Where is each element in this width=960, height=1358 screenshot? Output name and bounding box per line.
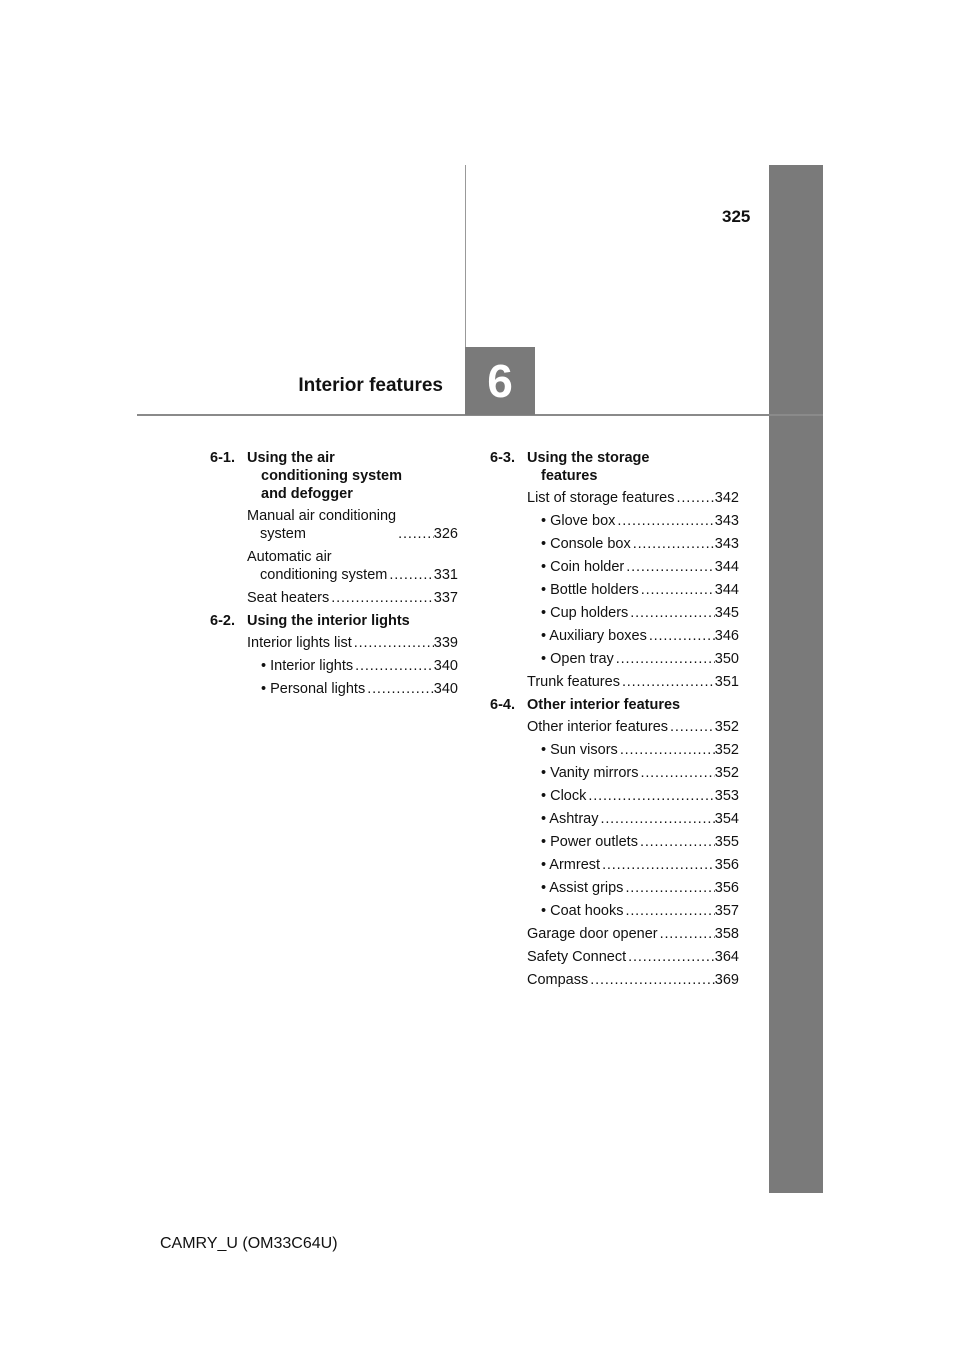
toc-dot-leader xyxy=(639,581,715,599)
toc-dot-leader xyxy=(353,657,434,675)
toc-section-title-line: conditioning system xyxy=(261,468,402,484)
toc-dot-leader xyxy=(620,673,715,691)
toc-dot-leader xyxy=(638,833,715,851)
toc-entry[interactable] xyxy=(490,856,739,874)
chapter-number: 6 xyxy=(487,355,513,407)
toc-page-number: 337 xyxy=(433,590,458,606)
toc-entry-label-line: • Sun visors xyxy=(541,742,618,758)
toc-entry[interactable] xyxy=(490,627,739,645)
toc-dot-leader xyxy=(623,902,714,920)
toc-entry-label xyxy=(247,634,352,652)
toc-entry-label-line: • Armrest xyxy=(541,857,601,873)
toc-section-heading xyxy=(210,449,458,503)
toc-entry-label-line: • Personal lights xyxy=(261,681,366,697)
toc-page-number: 342 xyxy=(714,490,739,506)
toc-entry-label xyxy=(527,718,668,736)
toc-page-number: 356 xyxy=(714,857,739,873)
toc-dot-leader xyxy=(623,879,714,897)
toc-entry-label xyxy=(541,764,638,782)
toc-entry[interactable] xyxy=(210,548,458,584)
toc-entry-label xyxy=(261,657,353,675)
toc-entry[interactable] xyxy=(490,535,739,553)
toc-entry[interactable] xyxy=(490,948,739,966)
toc-dot-leader xyxy=(624,558,715,576)
toc-entry[interactable] xyxy=(490,512,739,530)
toc-dot-leader xyxy=(647,627,715,645)
toc-page-number: 340 xyxy=(433,681,458,697)
toc-entry-label xyxy=(261,680,365,698)
chapter-title: Interior features xyxy=(298,375,443,396)
toc-dot-leader xyxy=(598,810,714,828)
toc-entry[interactable] xyxy=(490,925,739,943)
toc-section-title-line: Other interior features xyxy=(527,697,681,713)
toc-section-number: 6-1. xyxy=(210,450,235,466)
toc-page-number: 350 xyxy=(714,651,739,667)
toc-entry[interactable] xyxy=(490,879,739,897)
toc-column-left xyxy=(210,449,458,703)
toc-entry-label-line: Manual air conditioning xyxy=(247,508,397,524)
toc-section-heading xyxy=(490,449,739,485)
toc-dot-leader xyxy=(658,925,715,943)
header-vertical-rule xyxy=(465,165,466,347)
toc-entry-label-line: • Coin holder xyxy=(541,559,625,575)
toc-section-number: 6-4. xyxy=(490,697,515,713)
toc-page-number: 331 xyxy=(433,567,458,583)
toc-entry-label-line: Interior lights list xyxy=(247,635,352,651)
toc-page-number: 344 xyxy=(714,559,739,575)
toc-page-number: 358 xyxy=(714,926,739,942)
toc-page-number: 352 xyxy=(714,765,739,781)
toc-entry-label xyxy=(541,810,598,828)
toc-entry-label xyxy=(541,856,600,874)
toc-entry-label-line: Safety Connect xyxy=(527,949,627,965)
toc-entry-label-line: • Console box xyxy=(541,536,631,552)
toc-dot-leader xyxy=(600,856,715,874)
page-number: 325 xyxy=(722,207,751,226)
toc-section-heading xyxy=(490,696,739,714)
toc-section-title-line: Using the interior lights xyxy=(247,613,410,629)
toc-entry[interactable] xyxy=(490,489,739,507)
toc-entry-label-line: • Vanity mirrors xyxy=(541,765,639,781)
toc-entry-label-line: • Clock xyxy=(541,788,587,804)
footer-document-code: CAMRY_U (OM33C64U) xyxy=(160,1235,338,1252)
toc-entry-label-line: Trunk features xyxy=(527,674,620,690)
toc-entry-label xyxy=(527,489,675,507)
toc-page-number: 339 xyxy=(433,635,458,651)
chapter-number-box xyxy=(465,347,535,415)
toc-entry[interactable] xyxy=(490,741,739,759)
toc-entry-label-line: system xyxy=(260,526,306,542)
toc-section-title xyxy=(527,696,739,714)
toc-section-title-line: Using the air xyxy=(247,450,335,466)
toc-dot-leader xyxy=(668,718,715,736)
toc-page-number: 353 xyxy=(714,788,739,804)
toc-entry-label-line: Compass xyxy=(527,972,589,988)
toc-page-number: 343 xyxy=(714,536,739,552)
toc-section-title-line: Using the storage xyxy=(527,450,650,466)
toc-page-number: 356 xyxy=(714,880,739,896)
toc-entry[interactable] xyxy=(210,634,458,652)
toc-section-title xyxy=(247,449,458,503)
toc-entry-label-line: conditioning system xyxy=(260,567,388,583)
toc-dot-leader xyxy=(631,535,715,553)
toc-entry[interactable] xyxy=(490,787,739,805)
toc-section-title-line: features xyxy=(541,468,598,484)
toc-page-number: 340 xyxy=(433,658,458,674)
toc-dot-leader xyxy=(365,680,434,698)
toc-entry-label-line: • Glove box xyxy=(541,513,616,529)
toc-entry-label xyxy=(541,879,623,897)
toc-section-title xyxy=(527,449,739,485)
toc-entry[interactable] xyxy=(490,604,739,622)
toc-page-number: 351 xyxy=(714,674,739,690)
toc-dot-leader xyxy=(588,971,715,989)
toc-section-title xyxy=(247,612,458,630)
toc-entry-label xyxy=(527,971,588,989)
toc-entry-label-line: • Auxiliary boxes xyxy=(541,628,647,644)
toc-entry-label-line: • Interior lights xyxy=(261,658,354,674)
toc-dot-leader xyxy=(352,634,434,652)
toc-entry-label xyxy=(541,833,638,851)
toc-entry-label-line: Garage door opener xyxy=(527,926,658,942)
toc-page-number: 364 xyxy=(714,949,739,965)
toc-dot-leader xyxy=(329,589,434,607)
toc-entry[interactable] xyxy=(490,833,739,851)
toc-entry[interactable] xyxy=(490,581,739,599)
toc-entry-label xyxy=(541,787,586,805)
toc-entry[interactable] xyxy=(490,558,739,576)
chapter-tab-bar xyxy=(769,165,823,1193)
toc-page-number: 352 xyxy=(714,719,739,735)
toc-entry-label-line: • Open tray xyxy=(541,651,614,667)
toc-page-number: 354 xyxy=(714,811,739,827)
toc-entry-label xyxy=(541,902,623,920)
toc-entry-label-line: • Power outlets xyxy=(541,834,638,850)
toc-dot-leader xyxy=(675,489,715,507)
toc-entry-label xyxy=(247,589,329,607)
toc-entry-label-line: • Assist grips xyxy=(541,880,624,896)
toc-dot-leader xyxy=(628,604,715,622)
toc-page-number: 355 xyxy=(714,834,739,850)
toc-entry-label xyxy=(541,512,615,530)
toc-dot-leader xyxy=(615,512,714,530)
toc-dot-leader xyxy=(396,525,434,543)
toc-section-title-line: and defogger xyxy=(261,486,353,502)
toc-entry[interactable] xyxy=(490,764,739,782)
toc-entry-label-line: Other interior features xyxy=(527,719,669,735)
toc-entry-label-line: • Coat hooks xyxy=(541,903,624,919)
toc-entry-label xyxy=(541,581,639,599)
toc-page-number: 369 xyxy=(714,972,739,988)
toc-entry-label xyxy=(541,650,614,668)
toc-entry-label xyxy=(541,741,618,759)
toc-entry-label xyxy=(527,925,658,943)
toc-entry-label-line: • Cup holders xyxy=(541,605,629,621)
toc-entry-label xyxy=(541,604,628,622)
toc-entry[interactable] xyxy=(210,507,458,543)
toc-entry[interactable] xyxy=(490,810,739,828)
toc-section-number: 6-2. xyxy=(210,613,235,629)
toc-dot-leader xyxy=(638,764,714,782)
toc-page-number: 326 xyxy=(433,526,458,542)
toc-entry-label-line: List of storage features xyxy=(527,490,675,506)
toc-entry[interactable] xyxy=(490,673,739,691)
toc-entry[interactable] xyxy=(210,680,458,698)
toc-entry[interactable] xyxy=(210,657,458,675)
toc-entry-label xyxy=(541,558,624,576)
toc-entry-label xyxy=(247,507,396,543)
toc-entry-label-line: • Bottle holders xyxy=(541,582,639,598)
toc-entry-label xyxy=(247,548,387,584)
toc-entry-label-line: Seat heaters xyxy=(247,590,330,606)
toc-dot-leader xyxy=(586,787,714,805)
toc-section-heading xyxy=(210,612,458,630)
toc-entry[interactable] xyxy=(210,589,458,607)
toc-entry[interactable] xyxy=(490,902,739,920)
toc-entry[interactable] xyxy=(490,650,739,668)
toc-entry-label xyxy=(541,627,647,645)
toc-dot-leader xyxy=(614,650,715,668)
toc-page-number: 352 xyxy=(714,742,739,758)
toc-page-number: 345 xyxy=(714,605,739,621)
toc-page-number: 344 xyxy=(714,582,739,598)
toc-dot-leader xyxy=(618,741,715,759)
toc-entry-label xyxy=(541,535,631,553)
toc-entry-label-line: • Ashtray xyxy=(541,811,599,827)
toc-page-number: 346 xyxy=(714,628,739,644)
toc-column-right xyxy=(490,449,739,994)
toc-dot-leader xyxy=(626,948,715,966)
toc-section-number: 6-3. xyxy=(490,450,515,466)
toc-entry-label xyxy=(527,948,626,966)
toc-entry-label-line: Automatic air xyxy=(247,549,332,565)
toc-page-number: 357 xyxy=(714,903,739,919)
toc-dot-leader xyxy=(387,566,433,584)
toc-entry[interactable] xyxy=(490,971,739,989)
toc-entry[interactable] xyxy=(490,718,739,736)
toc-page-number: 343 xyxy=(714,513,739,529)
toc-entry-label xyxy=(527,673,620,691)
